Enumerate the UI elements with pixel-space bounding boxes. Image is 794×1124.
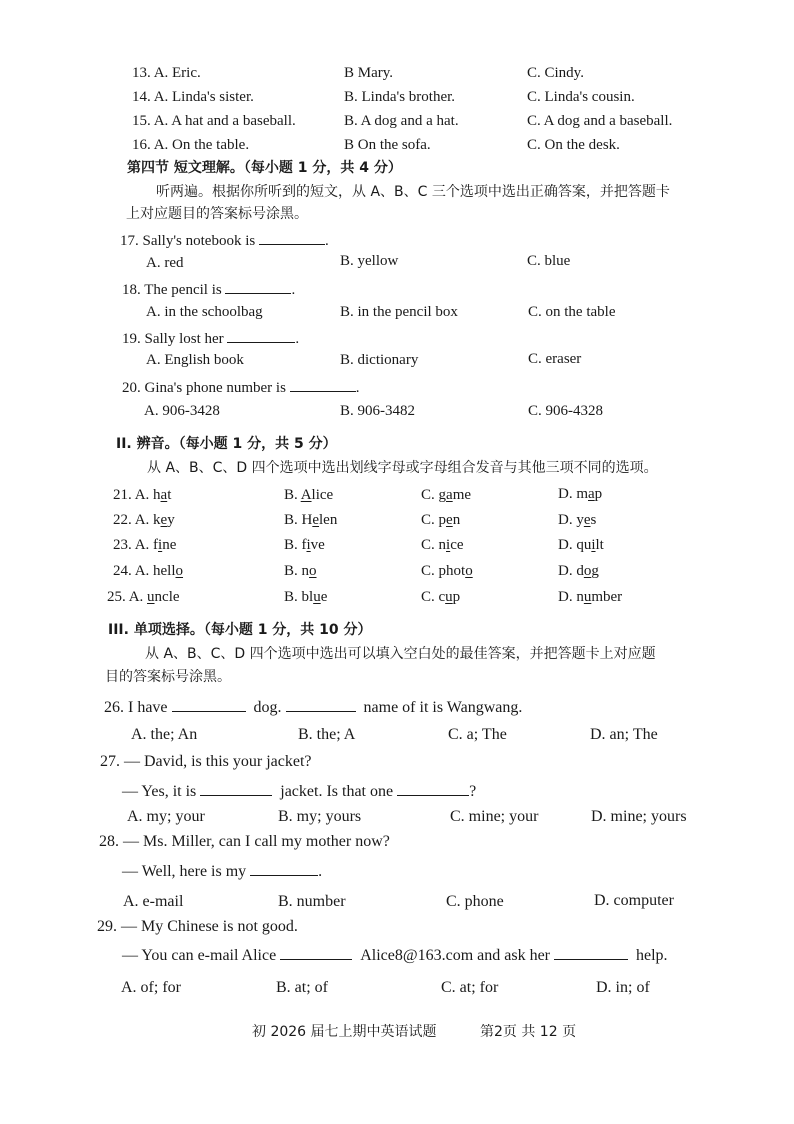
q17-blank[interactable]: [259, 230, 325, 245]
q13-option-b: B Mary.: [344, 65, 394, 81]
q29-option-a: A. of; for: [121, 979, 181, 996]
q26-option-d: D. an; The: [590, 726, 658, 743]
q29-line2: — You can e-mail Alice Alice8@163.com and ask her help.: [122, 947, 668, 964]
q14-num-a: 14. A. Linda's sister.: [132, 89, 254, 105]
q29-blank-2[interactable]: [554, 945, 628, 960]
q22-option-b: B. Helen: [284, 512, 338, 528]
q24-option-c: C. photo: [421, 563, 473, 579]
q28-option-a: A. e-mail: [123, 893, 184, 910]
q25-option-d: D. number: [558, 589, 623, 605]
q13-option-c: C. Cindy.: [527, 65, 584, 81]
q17-option-b: B. yellow: [340, 253, 399, 269]
q14-option-c: C. Linda's cousin.: [527, 89, 635, 105]
q21-option-d: D. map: [558, 486, 603, 502]
q27-option-c: C. mine; your: [450, 808, 539, 825]
q17-option-c: C. blue: [527, 253, 571, 269]
q26-blank-2[interactable]: [286, 697, 356, 712]
q20-option-c: C. 906-4328: [528, 403, 603, 419]
q27-option-a: A. my; your: [127, 808, 205, 825]
footer-title: 初 2026 届七上期中英语试题: [252, 1024, 437, 1040]
q26-option-b: B. the; A: [298, 726, 356, 743]
q24-option-b: B. no: [284, 563, 317, 579]
q17-option-a: A. red: [146, 255, 184, 271]
q28-option-d: D. computer: [594, 892, 674, 909]
q26-option-a: A. the; An: [131, 726, 198, 743]
q18-option-b: B. in the pencil box: [340, 304, 458, 320]
q23-option-b: B. five: [284, 537, 325, 553]
q25-option-a: 25. A. uncle: [107, 589, 180, 605]
q27-line1: 27. — David, is this your jacket?: [100, 753, 312, 770]
section4-title: 第四节 短文理解。（每小题 1 分，共 4 分）: [127, 160, 402, 176]
q28-line2: — Well, here is my .: [122, 863, 323, 880]
section3-instruction-cont: 目的答案标号涂黑。: [105, 669, 231, 685]
q19-option-b: B. dictionary: [340, 352, 419, 368]
q13-num-a: 13. A. Eric.: [132, 65, 201, 81]
q29-line1: 29. — My Chinese is not good.: [97, 918, 298, 935]
q14-option-b: B. Linda's brother.: [344, 89, 456, 105]
footer-page-number: 第2页 共 12 页: [480, 1024, 577, 1040]
q16-option-c: C. On the desk.: [527, 137, 620, 153]
q29-option-c: C. at; for: [441, 979, 499, 996]
q19-stem: 19. Sally lost her .: [122, 328, 299, 348]
q28-option-c: C. phone: [446, 893, 504, 910]
q18-option-c: C. on the table: [528, 304, 616, 320]
q23-option-a: 23. A. fine: [113, 537, 177, 553]
q29-option-d: D. in; of: [596, 979, 650, 996]
q16-num-a: 16. A. On the table.: [132, 137, 250, 153]
q20-option-a: A. 906-3428: [144, 403, 220, 419]
q19-blank[interactable]: [227, 328, 295, 343]
q22-option-c: C. pen: [421, 512, 461, 528]
q24-option-a: 24. A. hello: [113, 563, 184, 579]
q16-option-b: B On the sofa.: [344, 137, 431, 153]
q27-option-b: B. my; yours: [278, 808, 362, 825]
q27-blank-2[interactable]: [397, 781, 469, 796]
q18-blank[interactable]: [225, 279, 291, 294]
q25-option-c: C. cup: [421, 589, 461, 605]
q22-option-d: D. yes: [558, 512, 597, 528]
section3-title: III. 单项选择。（每小题 1 分，共 10 分）: [108, 622, 372, 638]
q20-stem: 20. Gina's phone number is .: [122, 377, 359, 397]
q15-num-a: 15. A. A hat and a baseball.: [132, 113, 296, 129]
q26-stem: 26. I have dog. name of it is Wangwang.: [104, 699, 523, 716]
section4-instruction-cont: 上对应题目的答案标号涂黑。: [126, 206, 308, 222]
q18-stem: 18. The pencil is .: [122, 279, 295, 299]
q26-option-c: C. a; The: [448, 726, 507, 743]
q27-option-d: D. mine; yours: [591, 808, 687, 825]
q20-option-b: B. 906-3482: [340, 403, 415, 419]
section3-instruction: 从 A、B、C、D 四个选项中选出可以填入空白处的最佳答案，并把答题卡上对应题: [145, 646, 656, 662]
q28-line1: 28. — Ms. Miller, can I call my mother now?: [99, 833, 390, 850]
q20-blank[interactable]: [290, 377, 356, 392]
q19-option-c: C. eraser: [528, 351, 582, 367]
q21-option-b: B. Alice: [284, 487, 334, 503]
q25-option-b: B. blue: [284, 589, 328, 605]
q29-blank-1[interactable]: [280, 945, 352, 960]
q23-option-c: C. nice: [421, 537, 464, 553]
q27-line2: — Yes, it is jacket. Is that one ?: [122, 783, 477, 800]
q22-option-a: 22. A. key: [113, 512, 175, 528]
section2-instruction: 从 A、B、C、D 四个选项中选出划线字母或字母组合发音与其他三项不同的选项。: [147, 460, 658, 476]
q28-option-b: B. number: [278, 893, 346, 910]
q28-blank[interactable]: [250, 861, 318, 876]
q18-option-a: A. in the schoolbag: [146, 304, 263, 320]
q24-option-d: D. dog: [558, 563, 599, 579]
q21-option-c: C. game: [421, 487, 472, 503]
section2-title: II. 辨音。（每小题 1 分，共 5 分）: [116, 436, 337, 452]
q17-stem: 17. Sally's notebook is .: [120, 230, 329, 250]
q21-option-a: 21. A. hat: [113, 487, 172, 503]
q23-option-d: D. quilt: [558, 537, 604, 553]
q15-option-b: B. A dog and a hat.: [344, 113, 459, 129]
q19-option-a: A. English book: [146, 352, 244, 368]
q29-option-b: B. at; of: [276, 979, 328, 996]
section4-instruction: 听两遍。根据你所听到的短文，从 A、B、C 三个选项中选出正确答案，并把答题卡: [156, 184, 670, 200]
q15-option-c: C. A dog and a baseball.: [527, 113, 673, 129]
q27-blank-1[interactable]: [200, 781, 272, 796]
q26-blank-1[interactable]: [172, 697, 246, 712]
